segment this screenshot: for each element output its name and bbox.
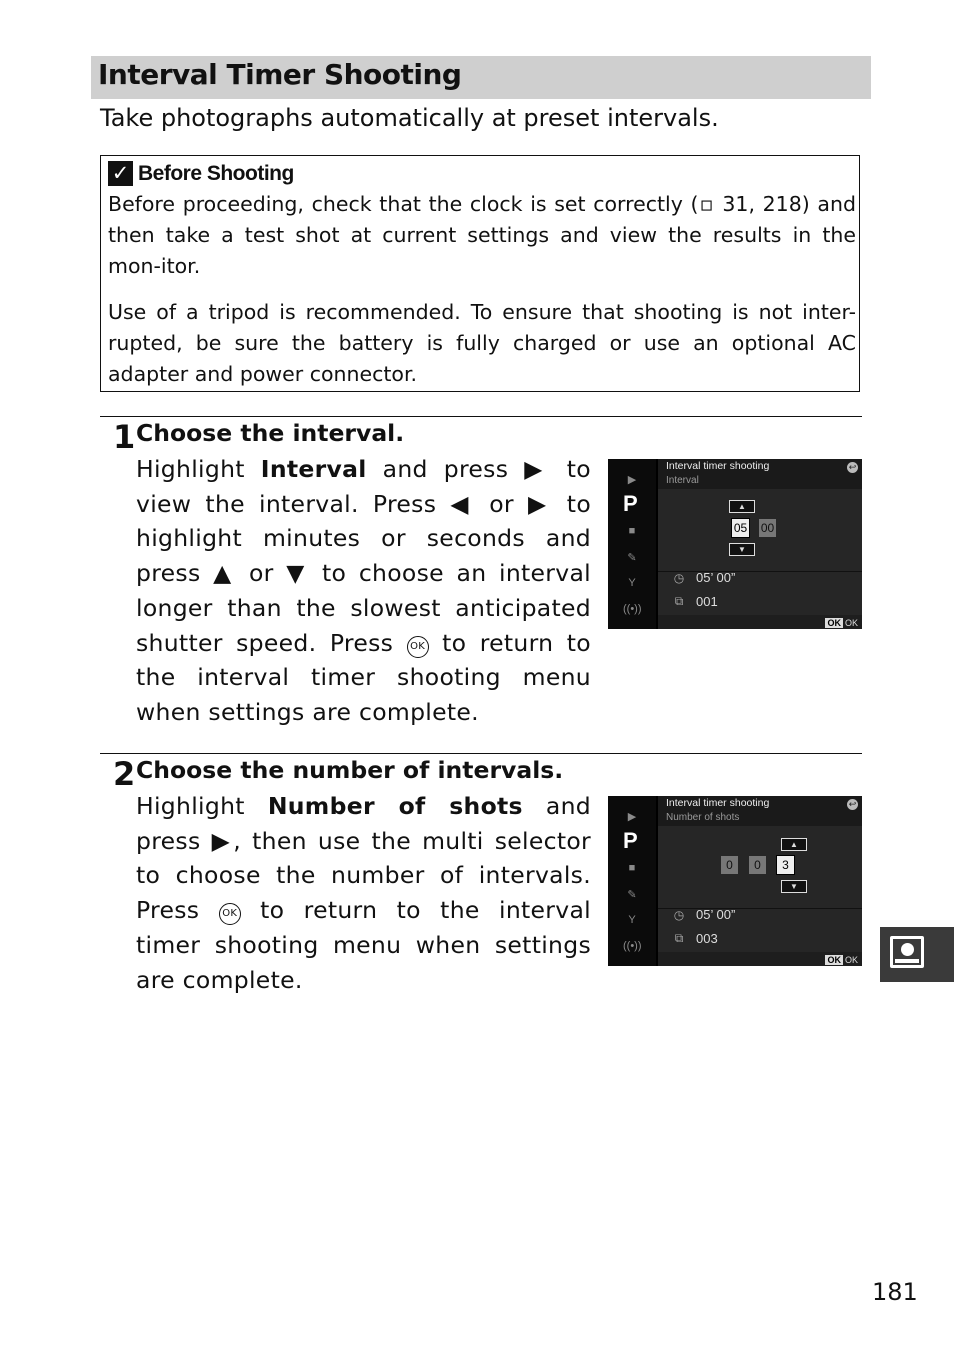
menu-panel (658, 459, 862, 629)
menu-header (658, 459, 862, 489)
digit-value: 0 (749, 856, 766, 874)
back-icon: ↩ (848, 799, 857, 809)
ok-button-icon: OK (219, 903, 241, 925)
ok-badge-icon: OK (827, 955, 841, 965)
timer-icon: ◷ (673, 907, 685, 922)
step-body: Highlight Interval and press ▶ to view the interval. Press ◀ or ▶ to highlight minutes or seconds and press ▲ or ▼ to choose an interval longer than the slowest anticipated shutter speed. Press OK to return to the interval timer shooting menu when settings are complete. (136, 455, 591, 726)
menu-title: Interval timer shooting (666, 797, 770, 809)
playback-icon: ▶ (627, 474, 637, 486)
up-arrow-icon: ▲ (781, 838, 807, 851)
menu-sidebar (608, 796, 656, 966)
menu-subtitle: Interval (666, 475, 699, 486)
step-title: Choose the interval. (136, 419, 405, 447)
step-title: Choose the number of intervals. (136, 756, 564, 784)
shots-row: ⧉ 001 (672, 594, 718, 609)
menu-subtitle: Number of shots (666, 812, 740, 823)
menu-title: Interval timer shooting (666, 460, 770, 472)
ok-label: OK (844, 618, 858, 628)
note-paragraph-1: Before proceeding, check that the clock is set correctly (▫ 31, 218) and then take a test shot at current settings and view the results in the mon-itor. (108, 192, 856, 278)
retouch-icon: ✎ (627, 552, 637, 564)
step-number: 1 (113, 418, 136, 456)
interval-row: ◷ 05’ 00” (673, 907, 736, 922)
playback-icon: ▶ (627, 811, 637, 823)
note-heading (108, 161, 294, 186)
retouch-icon: ✎ (627, 889, 637, 901)
shots-icon: ⧉ (674, 594, 684, 608)
up-arrow-icon: ▲ (729, 500, 755, 513)
wireless-icon: ((•)) (623, 940, 642, 952)
minutes-value: 05 (731, 518, 750, 538)
note-heading-label: Before Shooting (138, 161, 294, 185)
note-box (100, 155, 860, 392)
section-title: Interval Timer Shooting (98, 58, 462, 91)
seconds-value: 00 (760, 521, 775, 535)
shots-icon: ⧉ (674, 931, 684, 945)
shooting-mode-icon: P (623, 828, 638, 853)
chapter-tab (880, 927, 954, 982)
camera-screen (608, 459, 862, 629)
menu-item-name: Interval (260, 455, 367, 483)
menu-footer (658, 615, 862, 629)
step-body: Highlight Number of shots and press ▶, then use the multi selector to choose the number of intervals. Press OK to return to the interval timer shooting menu when settings are complete. (136, 792, 591, 994)
section-intro: Take photographs automatically at preset intervals. (100, 104, 719, 132)
ok-button-icon: OK (407, 636, 429, 658)
digit-value: 0 (721, 856, 738, 874)
setup-icon: Y (628, 577, 636, 589)
page-number: 181 (872, 1278, 918, 1306)
menu-item-name: Number of shots (267, 792, 523, 820)
step-divider (100, 753, 862, 754)
ok-badge-icon: OK (827, 618, 841, 628)
menu-sidebar (608, 459, 656, 629)
note-paragraph-2: Use of a tripod is recommended. To ensure that shooting is not inter-rupted, be sure the battery is fully charged or use an optional AC adapter and power connector. (108, 300, 856, 386)
down-arrow-icon: ▼ (729, 543, 755, 556)
interval-row: ◷ 05’ 00” (673, 570, 736, 585)
timer-icon: ◷ (673, 570, 685, 585)
movie-icon: ■ (628, 525, 636, 537)
camera-screen (608, 796, 862, 966)
menu-panel (658, 796, 862, 966)
digit-value: 3 (776, 855, 795, 875)
step-number: 2 (113, 755, 136, 793)
camera-icon (890, 936, 924, 968)
ok-label: OK (844, 955, 858, 965)
back-icon: ↩ (848, 462, 857, 472)
section-title-bar (91, 56, 871, 99)
menu-header (658, 796, 862, 826)
check-icon: ✓ (108, 161, 133, 186)
setup-icon: Y (628, 914, 636, 926)
wireless-icon: ((•)) (623, 603, 642, 615)
down-arrow-icon: ▼ (781, 880, 807, 893)
shooting-mode-icon: P (623, 491, 638, 516)
movie-icon: ■ (628, 862, 636, 874)
shots-row: ⧉ 003 (672, 931, 718, 946)
menu-footer (658, 952, 862, 966)
step-divider (100, 416, 862, 417)
